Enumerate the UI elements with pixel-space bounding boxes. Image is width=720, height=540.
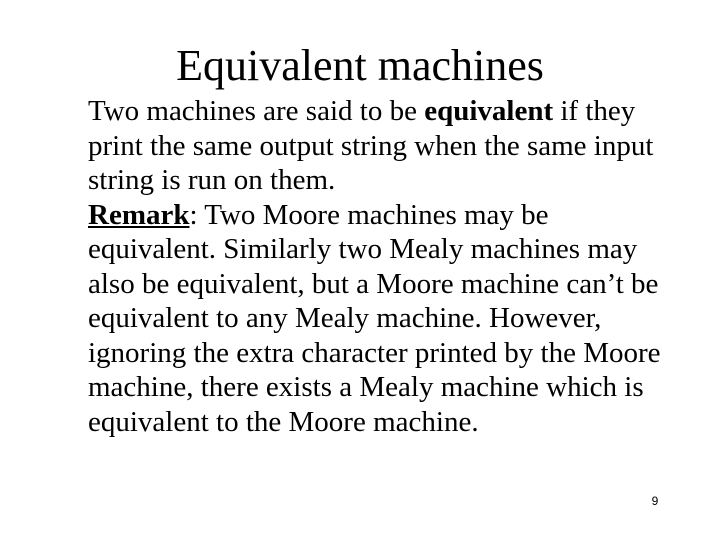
definition-paragraph: [88, 94, 668, 198]
slide-title: Equivalent machines: [176, 41, 544, 90]
remark-label: Remark: [88, 198, 190, 231]
definition-text-end: if they print the same output string when the same input string is run on them.: [88, 95, 654, 196]
remark-paragraph: [88, 198, 668, 440]
page-number: 9: [651, 494, 659, 508]
slide-body: [88, 94, 668, 439]
equivalent-term: equivalent: [424, 95, 554, 127]
definition-text-start: Two machines are said to be: [88, 95, 425, 127]
remark-text: : Two Moore machines may be equivalent. Similarly two Mealy machines may also be equivalent, but a Moore machine can’t be equivalent to any Mealy machine. However, ignoring the extra character printed by the Moore machine, there exists a Mealy machine which is equivalent to the Moore machine.: [88, 198, 661, 438]
